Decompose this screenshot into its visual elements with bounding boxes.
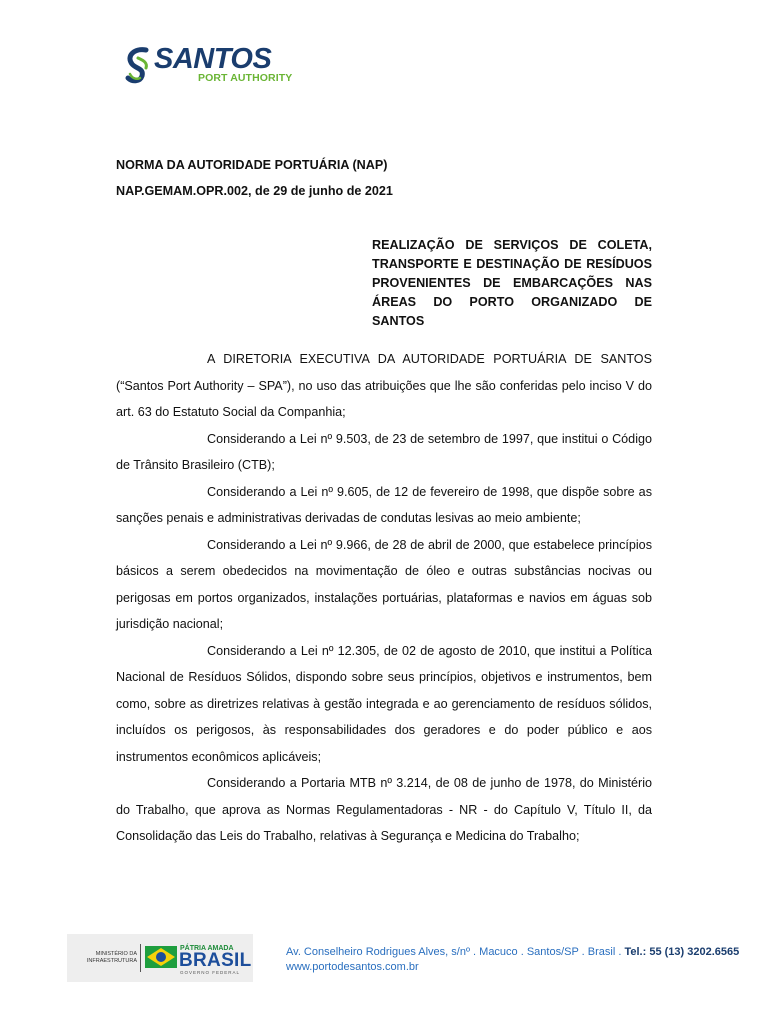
address-text: Av. Conselheiro Rodrigues Alves, s/nº . Macuco . Santos/SP . Brasil . [286, 946, 622, 958]
patria-amada-label: PÁTRIA AMADA [180, 945, 234, 952]
website-link[interactable]: www.portodesantos.com.br [286, 961, 419, 973]
paragraph: Considerando a Lei nº 9.966, de 28 de abril de 2000, que estabelece princípios básicos a serem obedecidos na movimentação de óleo e outras substâncias nocivas ou perigosas em portos organizados, instalações portuárias, plataformas e navios em águas sob jurisdição nacional; [116, 537, 652, 631]
santos-swirl-icon [124, 44, 154, 88]
paragraph: Considerando a Lei nº 12.305, de 02 de agosto de 2010, que institui a Política Nacional de Resíduos Sólidos, dispondo sobre seus princípios, objetivos e instrumentos, bem como, sobre as diretrizes relativas à gestão integrada e ao gerenciamento de resíduos sólidos, incluídos os perigosos, às responsabilidades dos geradores e do poder público e aos instrumentos econômicos aplicáveis; [116, 643, 652, 764]
paragraph: Considerando a Portaria MTB nº 3.214, de 08 de junho de 1978, do Ministério do Trabalho, que aprova as Normas Regulamentadoras - NR - do Capítulo V, Título II, da Consolidação das Leis do Trabalho, relativas à Segurança e Medicina do Trabalho; [116, 776, 652, 843]
logo-wordmark: SANTOS [154, 43, 272, 75]
santos-port-authority-logo [124, 44, 314, 90]
document-id-date: NAP.GEMAM.OPR.002, de 29 de junho de 2021 [116, 184, 393, 198]
government-logos [67, 934, 253, 982]
paragraph: Considerando a Lei nº 9.605, de 12 de fevereiro de 1998, que dispõe sobre as sanções penais e administrativas derivadas de condutas lesivas ao meio ambiente; [116, 484, 652, 525]
paragraph: Considerando a Lei nº 9.503, de 23 de setembro de 1997, que institui o Código de Trânsito Brasileiro (CTB); [116, 431, 652, 472]
brasil-label: BRASIL [179, 950, 252, 971]
document-body [116, 346, 652, 850]
document-type: NORMA DA AUTORIDADE PORTUÁRIA (NAP) [116, 158, 388, 172]
logo-divider [140, 944, 141, 972]
paragraph: A DIRETORIA EXECUTIVA DA AUTORIDADE PORTUÁRIA DE SANTOS (“Santos Port Authority – SPA”), no uso das atribuições que lhe são conferidas pelo inciso V do art. 63 do Estatuto Social da Companhia; [116, 352, 652, 419]
ministry-label: MINISTÉRIO DA INFRAESTRUTURA [86, 951, 137, 964]
document-subject: REALIZAÇÃO DE SERVIÇOS DE COLETA, TRANSPORTE E DESTINAÇÃO DE RESÍDUOS PROVENIENTES DE EMBARCAÇÕES NAS ÁREAS DO PORTO ORGANIZADO DE SANTOS [372, 238, 652, 328]
logo-subtitle: PORT AUTHORITY [198, 72, 293, 84]
brazil-flag-icon [145, 946, 177, 968]
footer-address [286, 946, 739, 959]
governo-federal-label: GOVERNO FEDERAL [180, 970, 241, 975]
telephone: Tel.: 55 (13) 3202.6565 [624, 946, 740, 958]
